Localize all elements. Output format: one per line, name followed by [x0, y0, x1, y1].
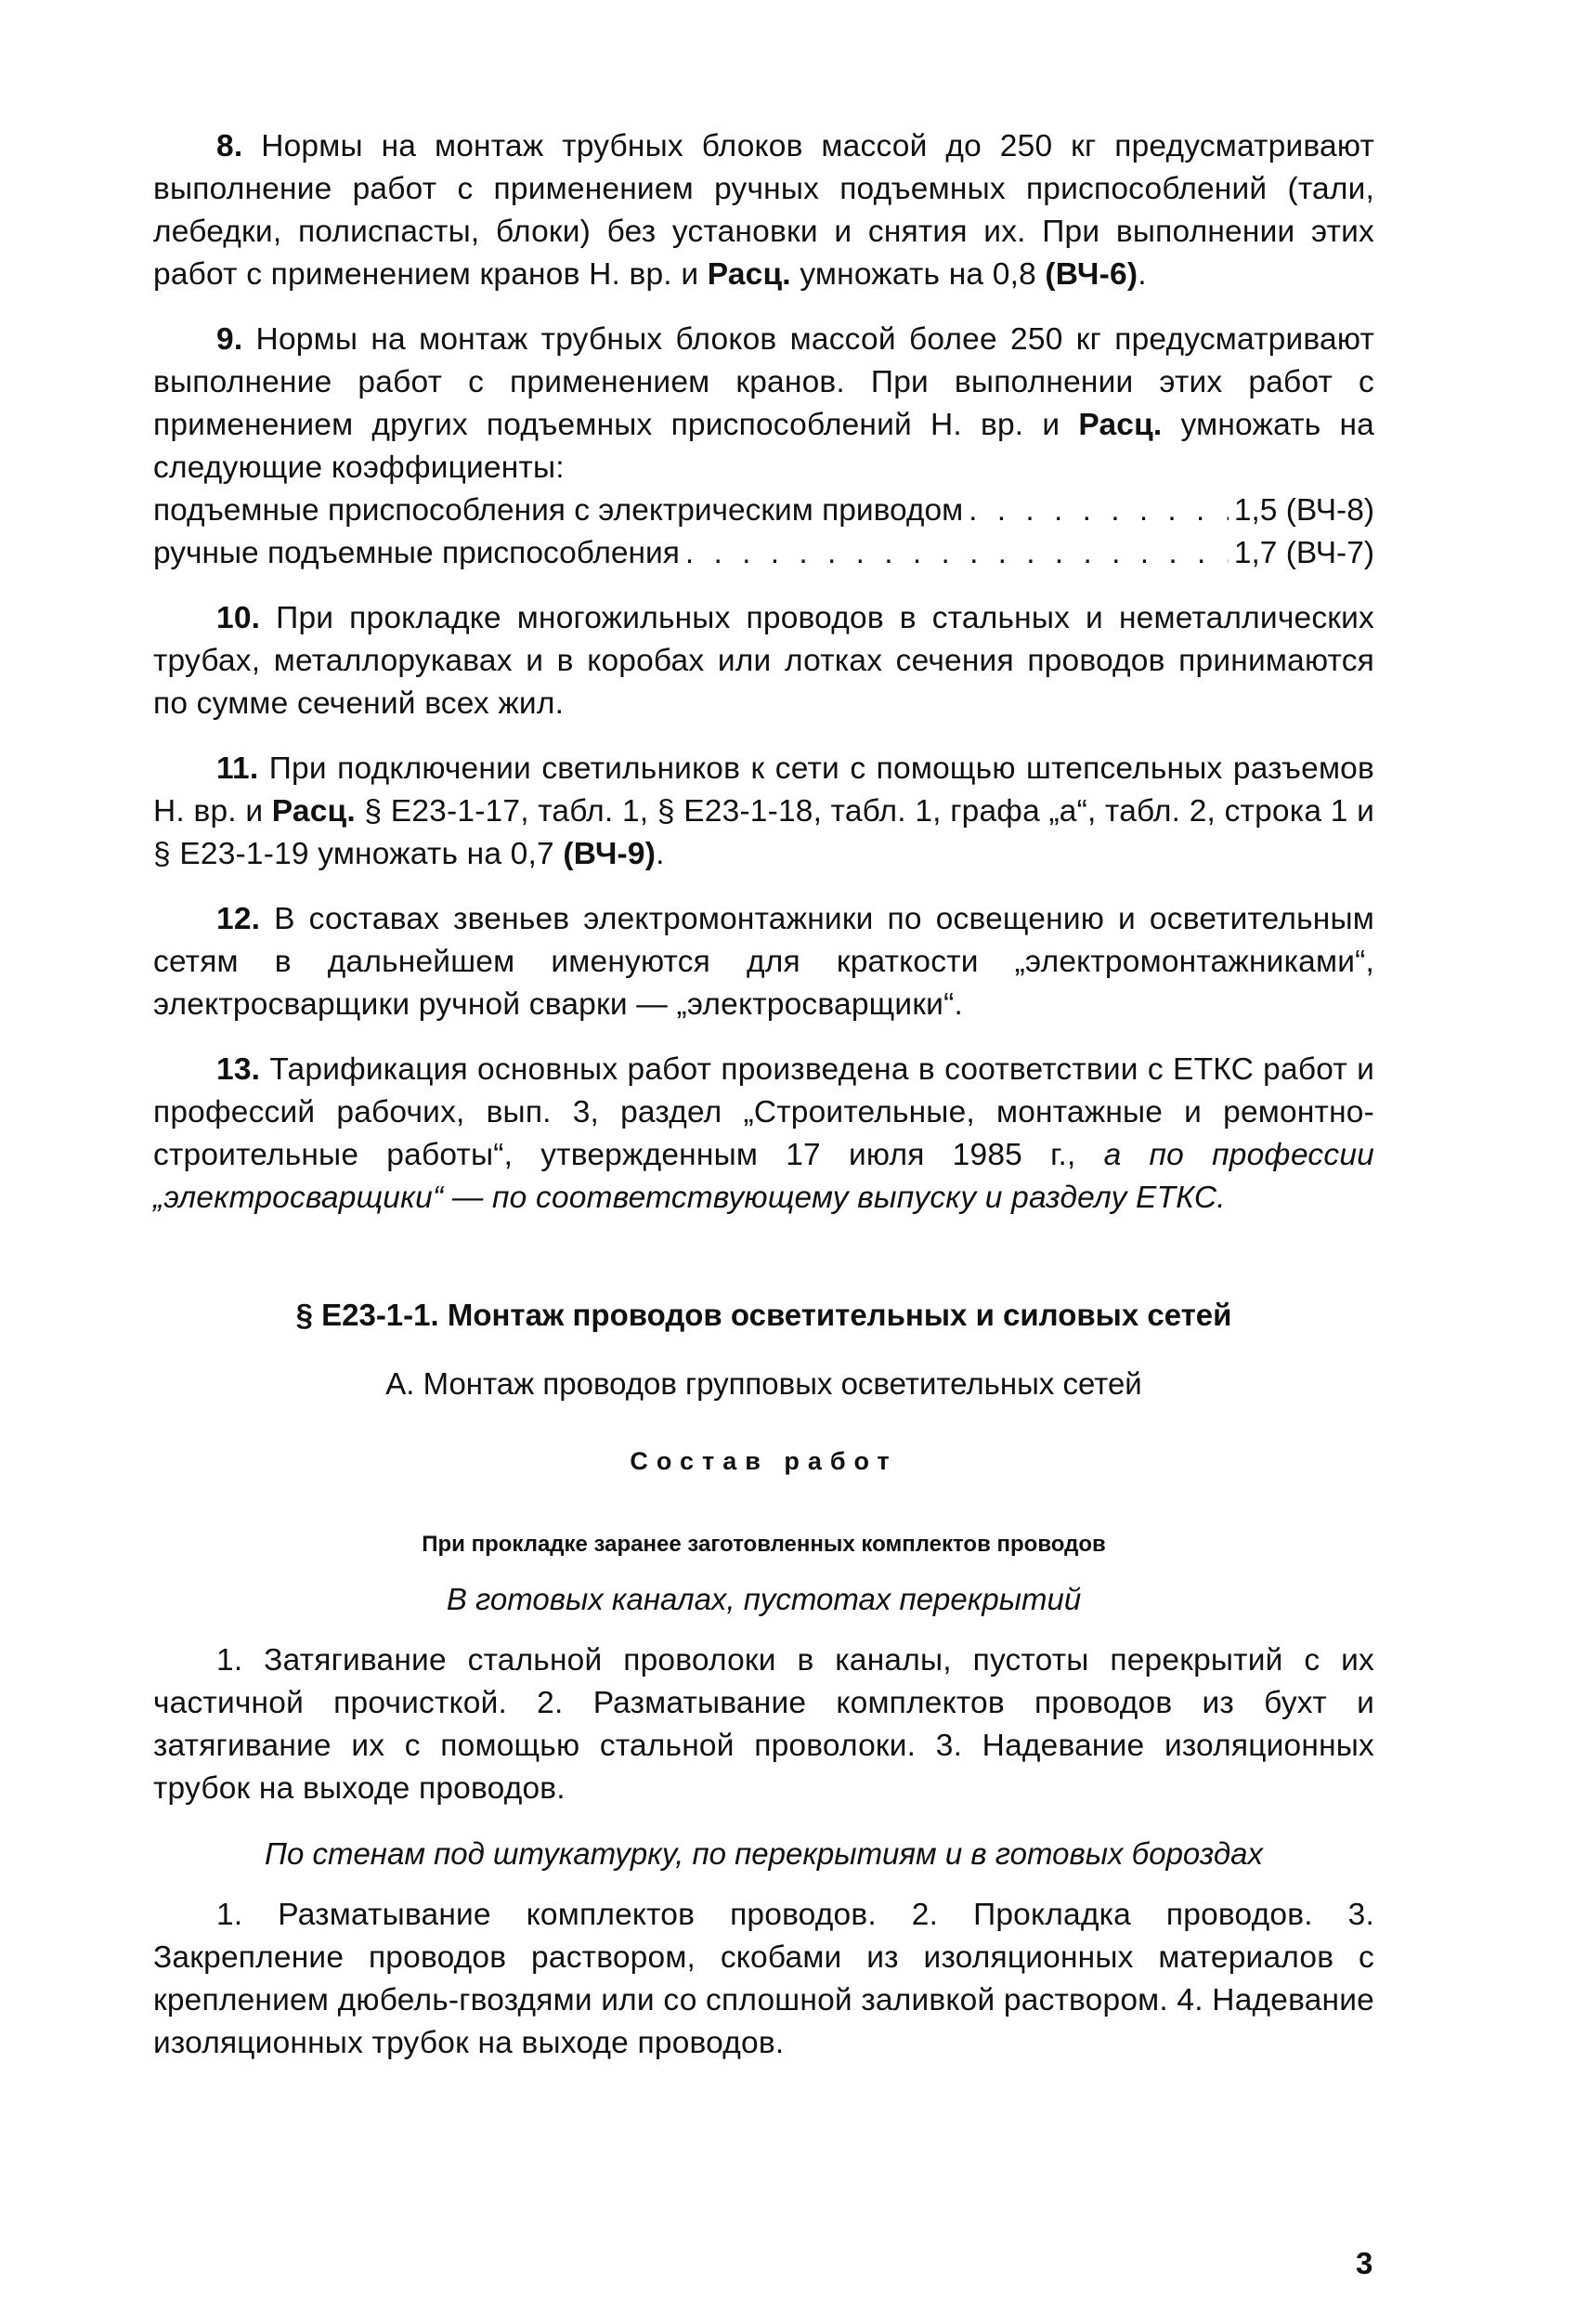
paragraph-text: При прокладке многожильных проводов в стальных и неметаллических трубах, металлорукавах и в коробах или лотках сечения проводов принимаются по сумме сечений всех жил. — [153, 601, 1374, 721]
coefficient-list — [153, 490, 1374, 575]
paragraph-number: 12. — [216, 902, 261, 936]
paragraph-number: 11. — [216, 751, 259, 786]
paragraph-number: 10. — [216, 601, 261, 635]
paragraph-text: В составах звеньев электромонтажники по освещению и осветительным сетям в дальнейшем именуются для краткости „электромонтажниками“, электросварщики ручной сварки — „электросварщики“. — [153, 902, 1374, 1022]
coefficient-label: ручные подъемные приспособления — [153, 536, 680, 570]
coefficient-row — [153, 490, 1374, 532]
paragraph-text: Тарификация основных работ произведена в соответствии с ЕТКС работ и профессий рабочих, вып. 3, раздел „Строительные, монтажные и ремонтно-строительные работы“, утвержденным 17 июля 1985 г., — [153, 1052, 1374, 1172]
paragraph-text: . — [1138, 257, 1147, 292]
paragraph-number: 13. — [216, 1052, 261, 1087]
leader-dots — [685, 532, 1229, 575]
reference-code: (ВЧ-9) — [563, 837, 657, 871]
case-heading: В готовых каналах, пустотах перекрытий — [446, 1582, 1082, 1616]
paragraph-text: умножать на 0,8 — [790, 257, 1046, 292]
paragraph-8 — [153, 125, 1374, 296]
paragraph-text: Нормы на монтаж трубных блоков массой более 250 кг предусматривают выполнение работ с применением кранов. При выполнении этих работ с применением других подъемных приспособлений Н. вр. и — [153, 322, 1374, 442]
coefficient-row — [153, 532, 1374, 575]
paragraph-number: 8. — [216, 129, 243, 163]
case-description: 1. Разматывание комплектов проводов. 2. Прокладка проводов. 3. Закрепление проводов раствором, скобами из изоляционных материалов с креплением дюбель-гвоздями или со сплошной заливкой раствором. 4. Надевание изоляционных трубок на выходе проводов. — [153, 1898, 1374, 2060]
paragraph-italic-text: а по профессии „электросварщики“ — по соответствующему выпуску и разделу ЕТКС. — [153, 1138, 1374, 1215]
works-composition-title: Состав работ — [630, 1447, 898, 1475]
case-heading: По стенам под штукатурку, по перекрытиям и в готовых бороздах — [265, 1836, 1263, 1871]
coefficient-label: подъемные приспособления с электрическим приводом — [153, 493, 964, 528]
paragraph-text: § Е23-1-17, табл. 1, § Е23-1-18, табл. 1, графа „а“, табл. 2, строка 1 и § Е23-1-19 умножать на 0,7 — [153, 794, 1375, 871]
paragraph-text: . — [656, 837, 665, 871]
paragraph-13 — [153, 1049, 1374, 1220]
coefficient-value: 1,5 (ВЧ-8) — [1233, 493, 1374, 528]
works-subtitle: При прокладке заранее заготовленных комплектов проводов — [422, 1532, 1106, 1557]
abbrev-rasc: Расц. — [271, 794, 356, 829]
paragraph-text: умножать на следующие коэффициенты: — [153, 408, 1374, 485]
section-title: § Е23-1-1. Монтаж проводов осветительных и силовых сетей — [295, 1298, 1232, 1332]
coefficient-value: 1,7 (ВЧ-7) — [1233, 536, 1374, 570]
case-description: 1. Затягивание стальной проволоки в каналы, пустоты перекрытий с их частичной прочисткой. 2. Разматывание комплектов проводов из бухт и затягивание их с помощью стальной проволоки. 3. Надевание изоляционных трубок на выходе проводов. — [153, 1643, 1374, 1806]
paragraph-9 — [153, 319, 1374, 490]
paragraph-11 — [153, 748, 1374, 876]
paragraph-10 — [153, 597, 1374, 725]
paragraph-text: При подключении светильников к сети с помощью штепсельных разъемов Н. вр. и — [153, 751, 1374, 829]
leader-dots — [969, 490, 1229, 532]
page-number: 3 — [1356, 2246, 1373, 2280]
paragraph-number: 9. — [216, 322, 243, 357]
paragraph-text: Нормы на монтаж трубных блоков массой до 250 кг предусматривают выполнение работ с применением ручных подъемных приспособлений (тали, лебедки, полиспасты, блоки) без установки и снятия их. При выполнении этих работ с применением кранов Н. вр. и — [153, 129, 1374, 292]
abbrev-rasc: Расц. — [707, 257, 791, 292]
abbrev-rasc: Расц. — [1078, 408, 1163, 442]
document-page — [153, 125, 1374, 2087]
subsection-title: А. Монтаж проводов групповых осветительных сетей — [385, 1366, 1142, 1401]
paragraph-12 — [153, 898, 1374, 1026]
reference-code: (ВЧ-6) — [1045, 257, 1138, 292]
